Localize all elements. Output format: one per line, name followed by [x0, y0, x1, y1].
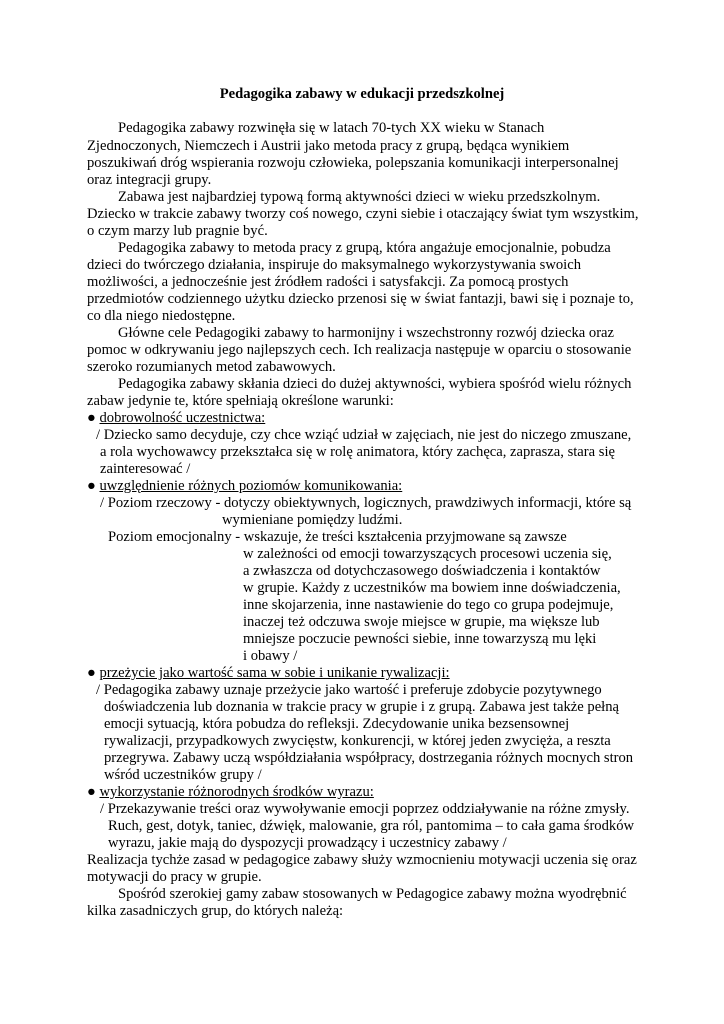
text-line: / Dziecko samo decyduje, czy chce wziąć udział w zajęciach, nie jest do niczego zmuszane, — [96, 427, 632, 443]
text-line: przegrywa. Zabawy uczą współdziałania współpracy, dostrzegania różnych mocnych stron — [104, 750, 634, 766]
text-line: w grupie. Każdy z uczestników ma bowiem inne doświadczenia, — [243, 580, 621, 596]
text-line: dzieci do twórczego działania, inspiruje do maksymalnego wykorzystywania swoich — [87, 257, 582, 273]
text-line: Realizacja tychże zasad w pedagogice zabawy służy wzmocnieniu motywacji uczenia się oraz — [87, 852, 637, 868]
text-line: możliwości, a jednocześnie jest źródłem radości i satysfakcji. Za pomocą prostych — [87, 274, 569, 290]
text-line: Zjednoczonych, Niemczech i Austrii jako metoda pracy z grupą, będąca wynikiem — [87, 138, 570, 154]
text-line: a zwłaszcza od dotychczasowego doświadczenia i kontaktów — [243, 563, 601, 579]
bullet-item — [87, 410, 265, 427]
text-line: Pedagogika zabawy rozwinęła się w latach 70-tych XX wieku w Stanach — [118, 120, 545, 136]
text-line: poszukiwań dróg wspierania rozwoju człowieka, polepszania komunikacji interpersonalnej — [87, 155, 619, 171]
text-line: Główne cele Pedagogiki zabawy to harmonijny i wszechstronny rozwój dziecka oraz — [118, 325, 615, 341]
bullet-icon: ● — [87, 410, 96, 426]
text-line: motywacji do pracy w grupie. — [87, 869, 262, 885]
text-line: mniejsze poczucie pewności siebie, inne towarzyszą mu lęki — [243, 631, 597, 647]
text-line: doświadczenia lub doznania w trakcie pracy w grupie i z grupą. Zabawa jest także pełną — [104, 699, 620, 715]
text-line: rywalizacji, przypadkowych zwycięstw, konkurencji, w której jeden zwycięża, a reszta — [104, 733, 611, 749]
text-line: wymieniane pomiędzy ludźmi. — [222, 512, 403, 528]
bullet-heading: przeżycie jako wartość sama w sobie i unikanie rywalizacji: — [99, 665, 450, 681]
bullet-item — [87, 784, 374, 801]
bullet-item — [87, 478, 402, 495]
text-line: inaczej też odczuwa swoje miejsce w grupie, ma większe lub — [243, 614, 600, 630]
text-line: / Przekazywanie treści oraz wywoływanie emocji poprzez oddziaływanie na różne zmysły. — [100, 801, 630, 817]
bullet-icon: ● — [87, 478, 96, 494]
text-line: wśród uczestników grupy / — [104, 767, 262, 783]
text-line: Spośród szerokiej gamy zabaw stosowanych w Pedagogice zabawy można wyodrębnić — [118, 886, 627, 902]
text-line: co dla niego niedostępne. — [87, 308, 236, 324]
text-line: inne skojarzenia, inne nastawienie do tego co grupa podejmuje, — [243, 597, 614, 613]
text-line: / Pedagogika zabawy uznaje przeżycie jako wartość i preferuje zdobycie pozytywnego — [96, 682, 602, 698]
text-line: emocji sytuacją, która pobudza do refleksji. Zdecydowanie unika bezsensownej — [104, 716, 570, 732]
bullet-item — [87, 665, 450, 682]
text-line: kilka zasadniczych grup, do których należą: — [87, 903, 344, 919]
text-line: Poziom emocjonalny - wskazuje, że treści kształcenia przyjmowane są zawsze — [108, 529, 567, 545]
text-line: Ruch, gest, dotyk, taniec, dźwięk, malowanie, gra ról, pantomima – to cała gama środków — [108, 818, 635, 834]
text-line: zabaw jedynie te, które spełniają określone warunki: — [87, 393, 394, 409]
text-line: w zależności od emocji towarzyszących procesowi uczenia się, — [243, 546, 612, 562]
text-line: zainteresować / — [100, 461, 191, 477]
document-title: Pedagogika zabawy w edukacji przedszkolnej — [219, 86, 505, 102]
text-line: pomoc w odkrywaniu jego najlepszych cech. Ich realizacja następuje w oparciu o stosowanie — [87, 342, 632, 358]
bullet-heading: dobrowolność uczestnictwa: — [99, 410, 266, 426]
text-line: przedmiotów codziennego użytku dziecko przenosi się w świat fantazji, bawi się i poznaje to, — [87, 291, 634, 307]
text-line: a rola wychowawcy przekształca się w rolę animatora, który zachęca, zaprasza, stara się — [100, 444, 615, 460]
text-line: Pedagogika zabawy to metoda pracy z grupą, która angażuje emocjonalnie, pobudza — [118, 240, 611, 256]
bullet-heading: wykorzystanie różnorodnych środków wyrazu: — [99, 784, 374, 800]
text-line: wyrazu, jakie mają do dyspozycji prowadzący i uczestnicy zabawy / — [108, 835, 507, 851]
text-line: szeroko rozumianych metod zabawowych. — [87, 359, 336, 375]
bullet-icon: ● — [87, 665, 96, 681]
bullet-heading: uwzględnienie różnych poziomów komunikowania: — [99, 478, 403, 494]
text-line: o czym marzy lub pragnie być. — [87, 223, 268, 239]
text-line: i obawy / — [243, 648, 298, 664]
text-line: oraz integracji grupy. — [87, 172, 212, 188]
text-line: Zabawa jest najbardziej typową formą aktywności dzieci w wieku przedszkolnym. — [118, 189, 601, 205]
text-line: Pedagogika zabawy skłania dzieci do dużej aktywności, wybiera spośród wielu różnych — [118, 376, 632, 392]
text-line: / Poziom rzeczowy - dotyczy obiektywnych, logicznych, prawdziwych informacji, które są — [100, 495, 632, 511]
text-line: Dziecko w trakcie zabawy tworzy coś nowego, czyni siebie i otaczający świat tym wszystkim, — [87, 206, 639, 222]
bullet-icon: ● — [87, 784, 96, 800]
